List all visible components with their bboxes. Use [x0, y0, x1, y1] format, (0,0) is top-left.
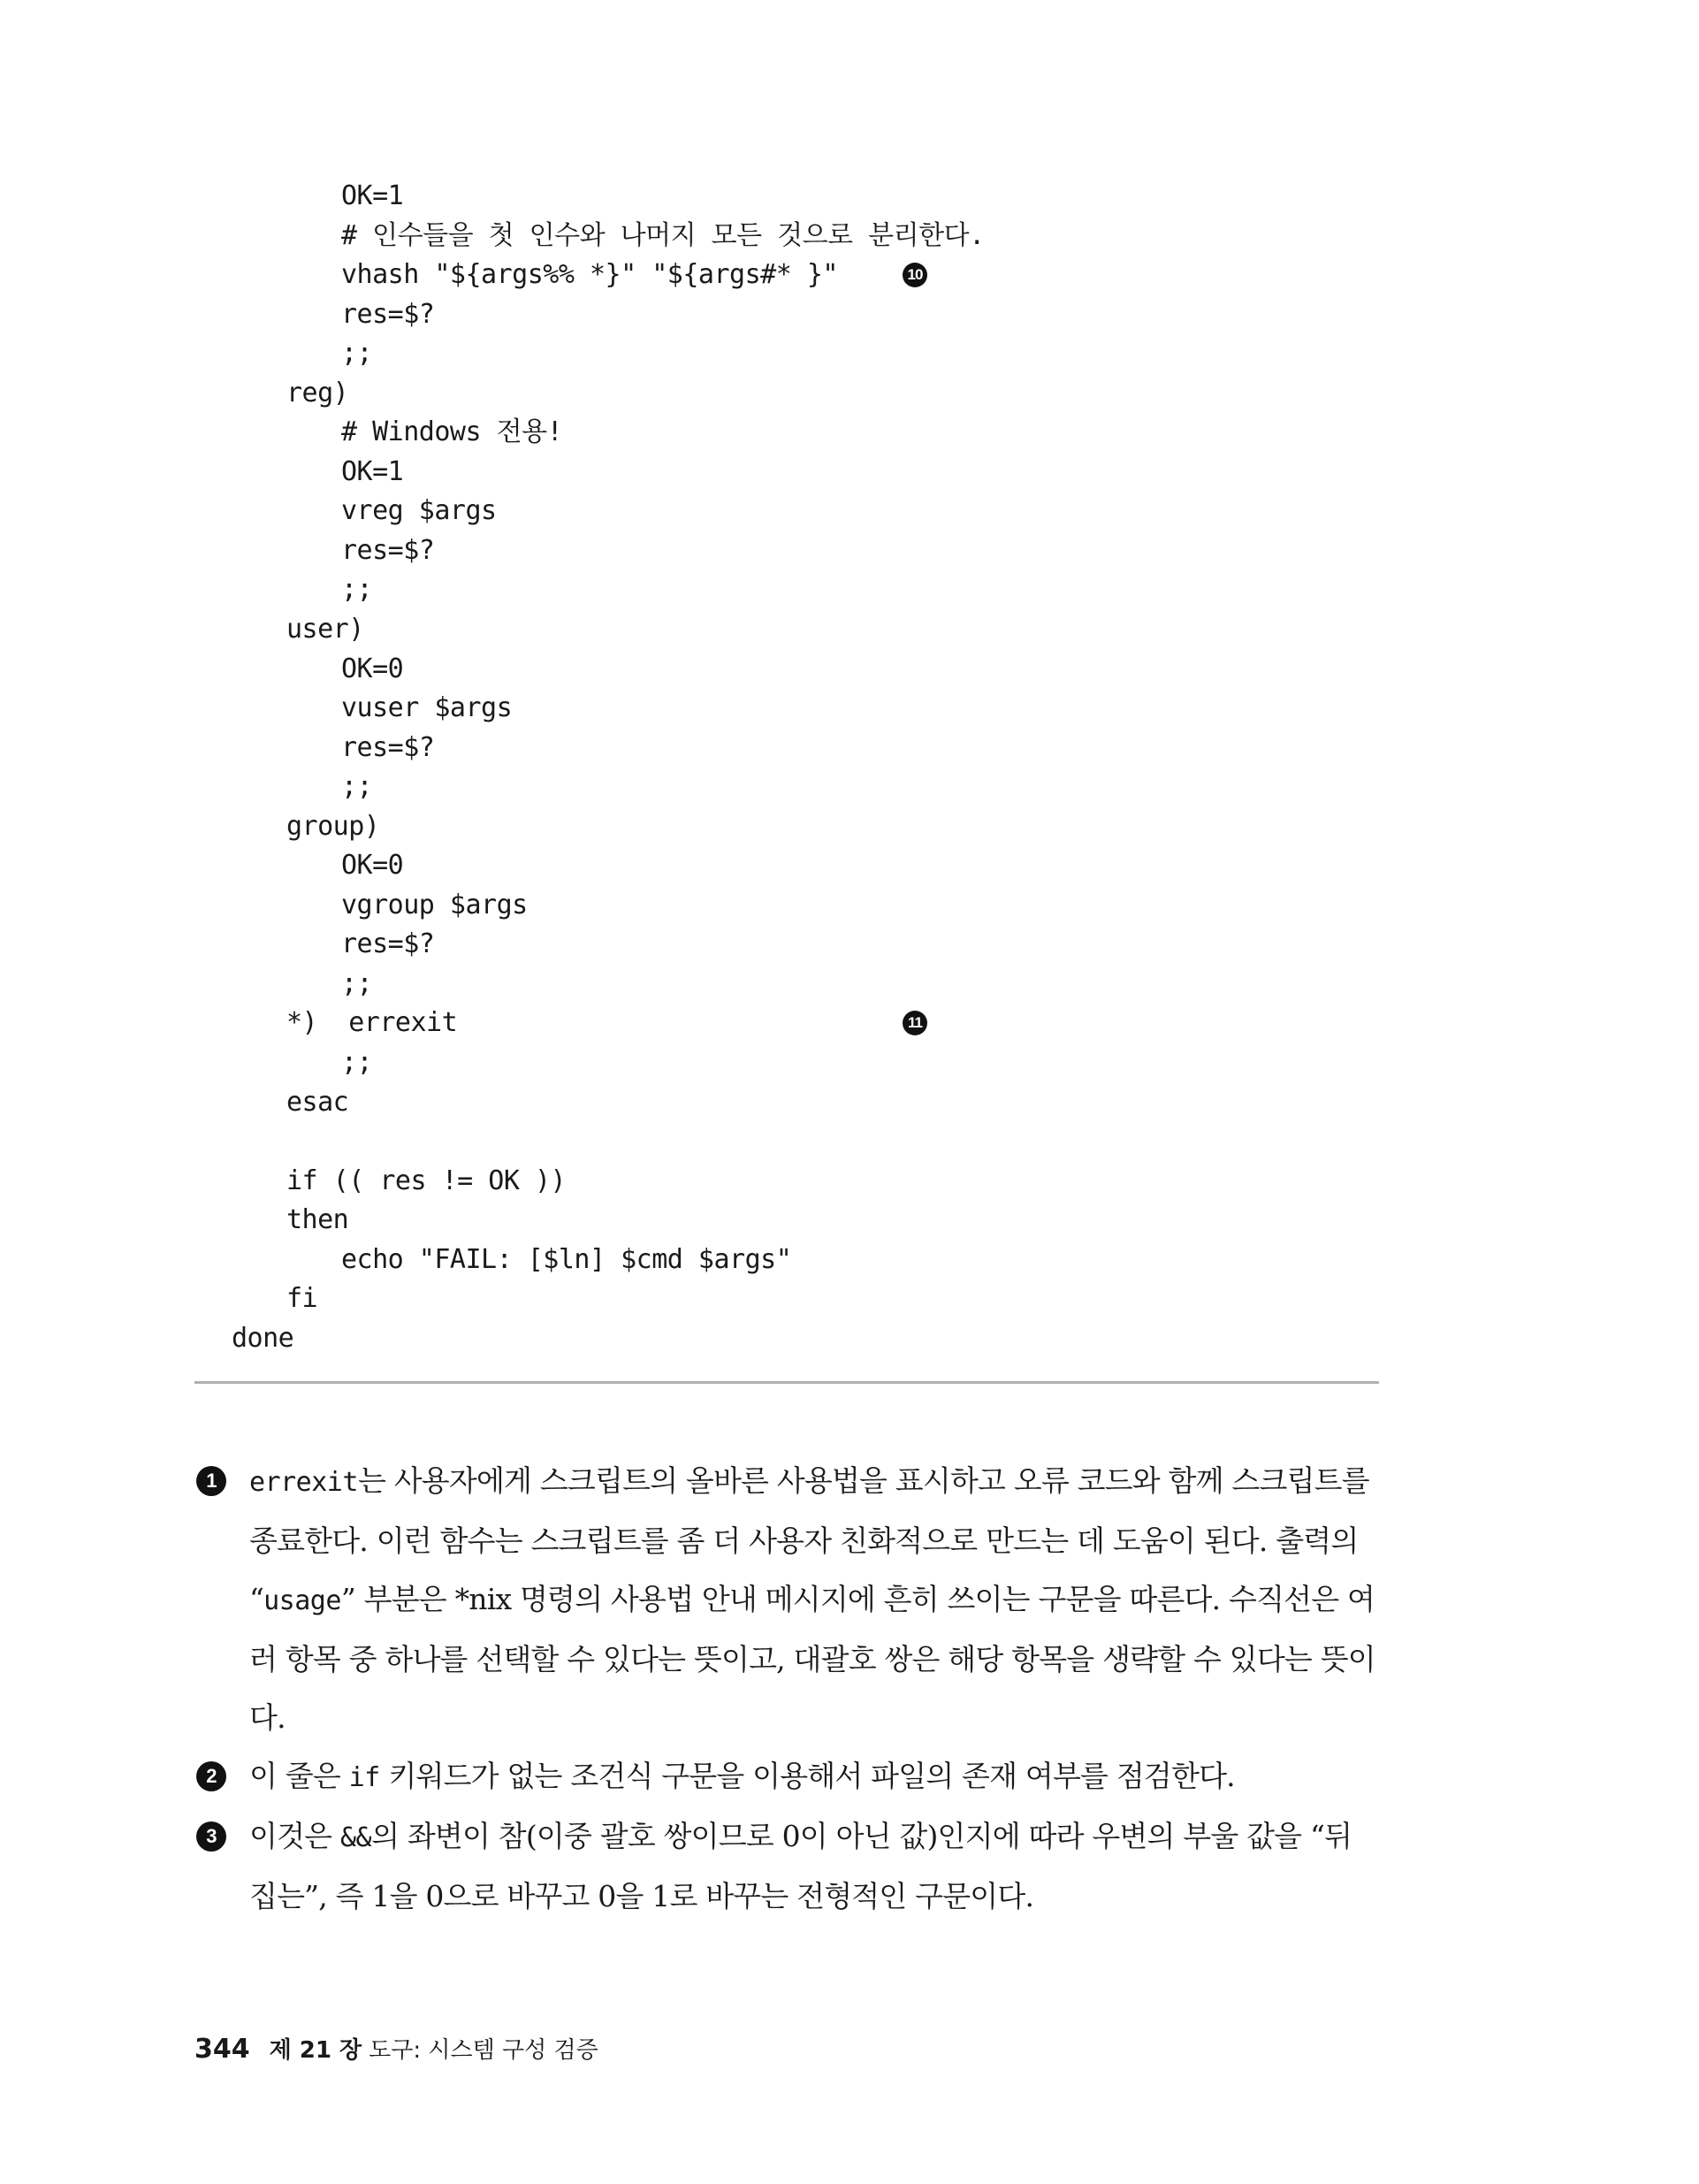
chapter-label: 제 21 장	[269, 2037, 362, 2064]
code-line	[232, 1004, 1381, 1043]
code-text: # 인수들을 첫 인수와 나머지 모든 것으로 분리한다.	[341, 219, 985, 251]
code-text: if (( res != OK ))	[286, 1165, 567, 1196]
code-line	[232, 453, 1381, 493]
code-line	[232, 965, 1381, 1004]
code-text: ;;	[341, 1047, 373, 1079]
note-item	[194, 1807, 1379, 1926]
chapter-title: 도구: 시스템 구성 검증	[369, 2037, 598, 2064]
code-line	[232, 689, 1381, 729]
code-line	[232, 1279, 1381, 1319]
code-line	[232, 1241, 1381, 1280]
note-text: 이것은	[249, 1819, 340, 1853]
code-text: done	[232, 1322, 294, 1354]
note-text: 이 줄은	[249, 1759, 349, 1793]
inline-code: errexit	[249, 1467, 358, 1498]
code-text: ;;	[341, 574, 373, 606]
code-line	[232, 1043, 1381, 1083]
note-text: 의 좌변이 참(이중 괄호 쌍이므로 0이 아닌 값)인지에 따라 우변의 부울 값을 “뒤집는”, 즉 1을 0으로 바꾸고 0을 1로 바꾸는 전형적인 구문이다.	[249, 1819, 1352, 1913]
code-line	[232, 492, 1381, 531]
code-text: vuser $args	[341, 692, 513, 724]
code-listing	[232, 177, 1381, 1358]
code-line	[232, 1319, 1381, 1359]
note-text: 키워드가 없는 조건식 구문을 이용해서 파일의 존재 여부를 점검한다.	[379, 1759, 1235, 1793]
code-line	[232, 886, 1381, 926]
code-text: # Windows 전용!	[341, 416, 563, 448]
code-line	[232, 177, 1381, 217]
code-text: echo "FAIL: [$ln] $cmd $args"	[341, 1243, 792, 1275]
code-text: vhash "${args%% *}" "${args#* }"	[341, 259, 838, 291]
callout-marker: 11	[903, 1011, 927, 1035]
code-text: res=$?	[341, 731, 435, 763]
code-text: OK=0	[341, 850, 404, 882]
annotation-notes	[194, 1452, 1379, 1926]
code-line	[232, 807, 1381, 847]
code-text: res=$?	[341, 534, 435, 566]
code-text: then	[286, 1204, 349, 1236]
code-text: ;;	[341, 338, 373, 370]
code-line	[232, 767, 1381, 807]
code-line	[232, 1201, 1381, 1241]
code-text: res=$?	[341, 928, 435, 960]
code-text: reg)	[286, 377, 349, 409]
code-text: ;;	[341, 771, 373, 803]
code-line	[232, 295, 1381, 335]
code-line	[232, 1122, 1381, 1162]
code-line	[232, 925, 1381, 965]
code-line	[232, 217, 1381, 256]
code-line	[232, 256, 1381, 295]
code-text: OK=1	[341, 180, 404, 211]
inline-code: usage	[263, 1585, 341, 1616]
callout-marker: 10	[903, 263, 927, 287]
code-line	[232, 531, 1381, 571]
code-line	[232, 374, 1381, 414]
code-text: *) errexit	[286, 1007, 458, 1039]
note-item	[194, 1452, 1379, 1747]
inline-code: if	[348, 1762, 380, 1793]
note-item	[194, 1747, 1379, 1807]
code-text: vgroup $args	[341, 889, 528, 920]
code-line	[232, 413, 1381, 453]
code-line	[232, 334, 1381, 374]
code-line	[232, 846, 1381, 886]
code-text: esac	[286, 1086, 349, 1118]
note-text: ” 부분은 *nix 명령의 사용법 안내 메시지에 흔히 쓰이는 구문을 따른다. 수직선은 여러 항목 중 하나를 선택할 수 있다는 뜻이고, 대괄호 쌍은 해당 항목을 생략할 수 있다는 뜻이다.	[249, 1582, 1375, 1735]
code-text: user)	[286, 614, 364, 645]
note-text: 는 사용자에게 스크립트의 올바른 사용법을 표시하고 오류 코드와 함께 스크립트를 종료한다. 이런 함수는 스크립트를 좀 더 사용자 친화적으로 만드는 데 도움이 된다. 출력의 “	[249, 1463, 1369, 1616]
code-text: fi	[286, 1283, 318, 1315]
code-text: vreg $args	[341, 495, 497, 527]
code-line	[232, 650, 1381, 690]
code-line	[232, 610, 1381, 650]
inline-code: &&	[339, 1822, 372, 1853]
note-number-marker: 2	[196, 1761, 226, 1791]
code-text: ;;	[341, 967, 373, 999]
code-divider	[194, 1381, 1379, 1384]
code-line	[232, 1083, 1381, 1123]
note-number-marker: 3	[196, 1821, 226, 1852]
page-footer	[194, 2032, 598, 2065]
code-text: res=$?	[341, 298, 435, 330]
code-line	[232, 1162, 1381, 1202]
code-text: OK=0	[341, 653, 404, 684]
code-line	[232, 729, 1381, 768]
code-text: group)	[286, 810, 380, 842]
page-number: 344	[194, 2034, 250, 2065]
code-line	[232, 570, 1381, 610]
note-number-marker: 1	[196, 1466, 226, 1496]
code-text: OK=1	[341, 455, 404, 487]
